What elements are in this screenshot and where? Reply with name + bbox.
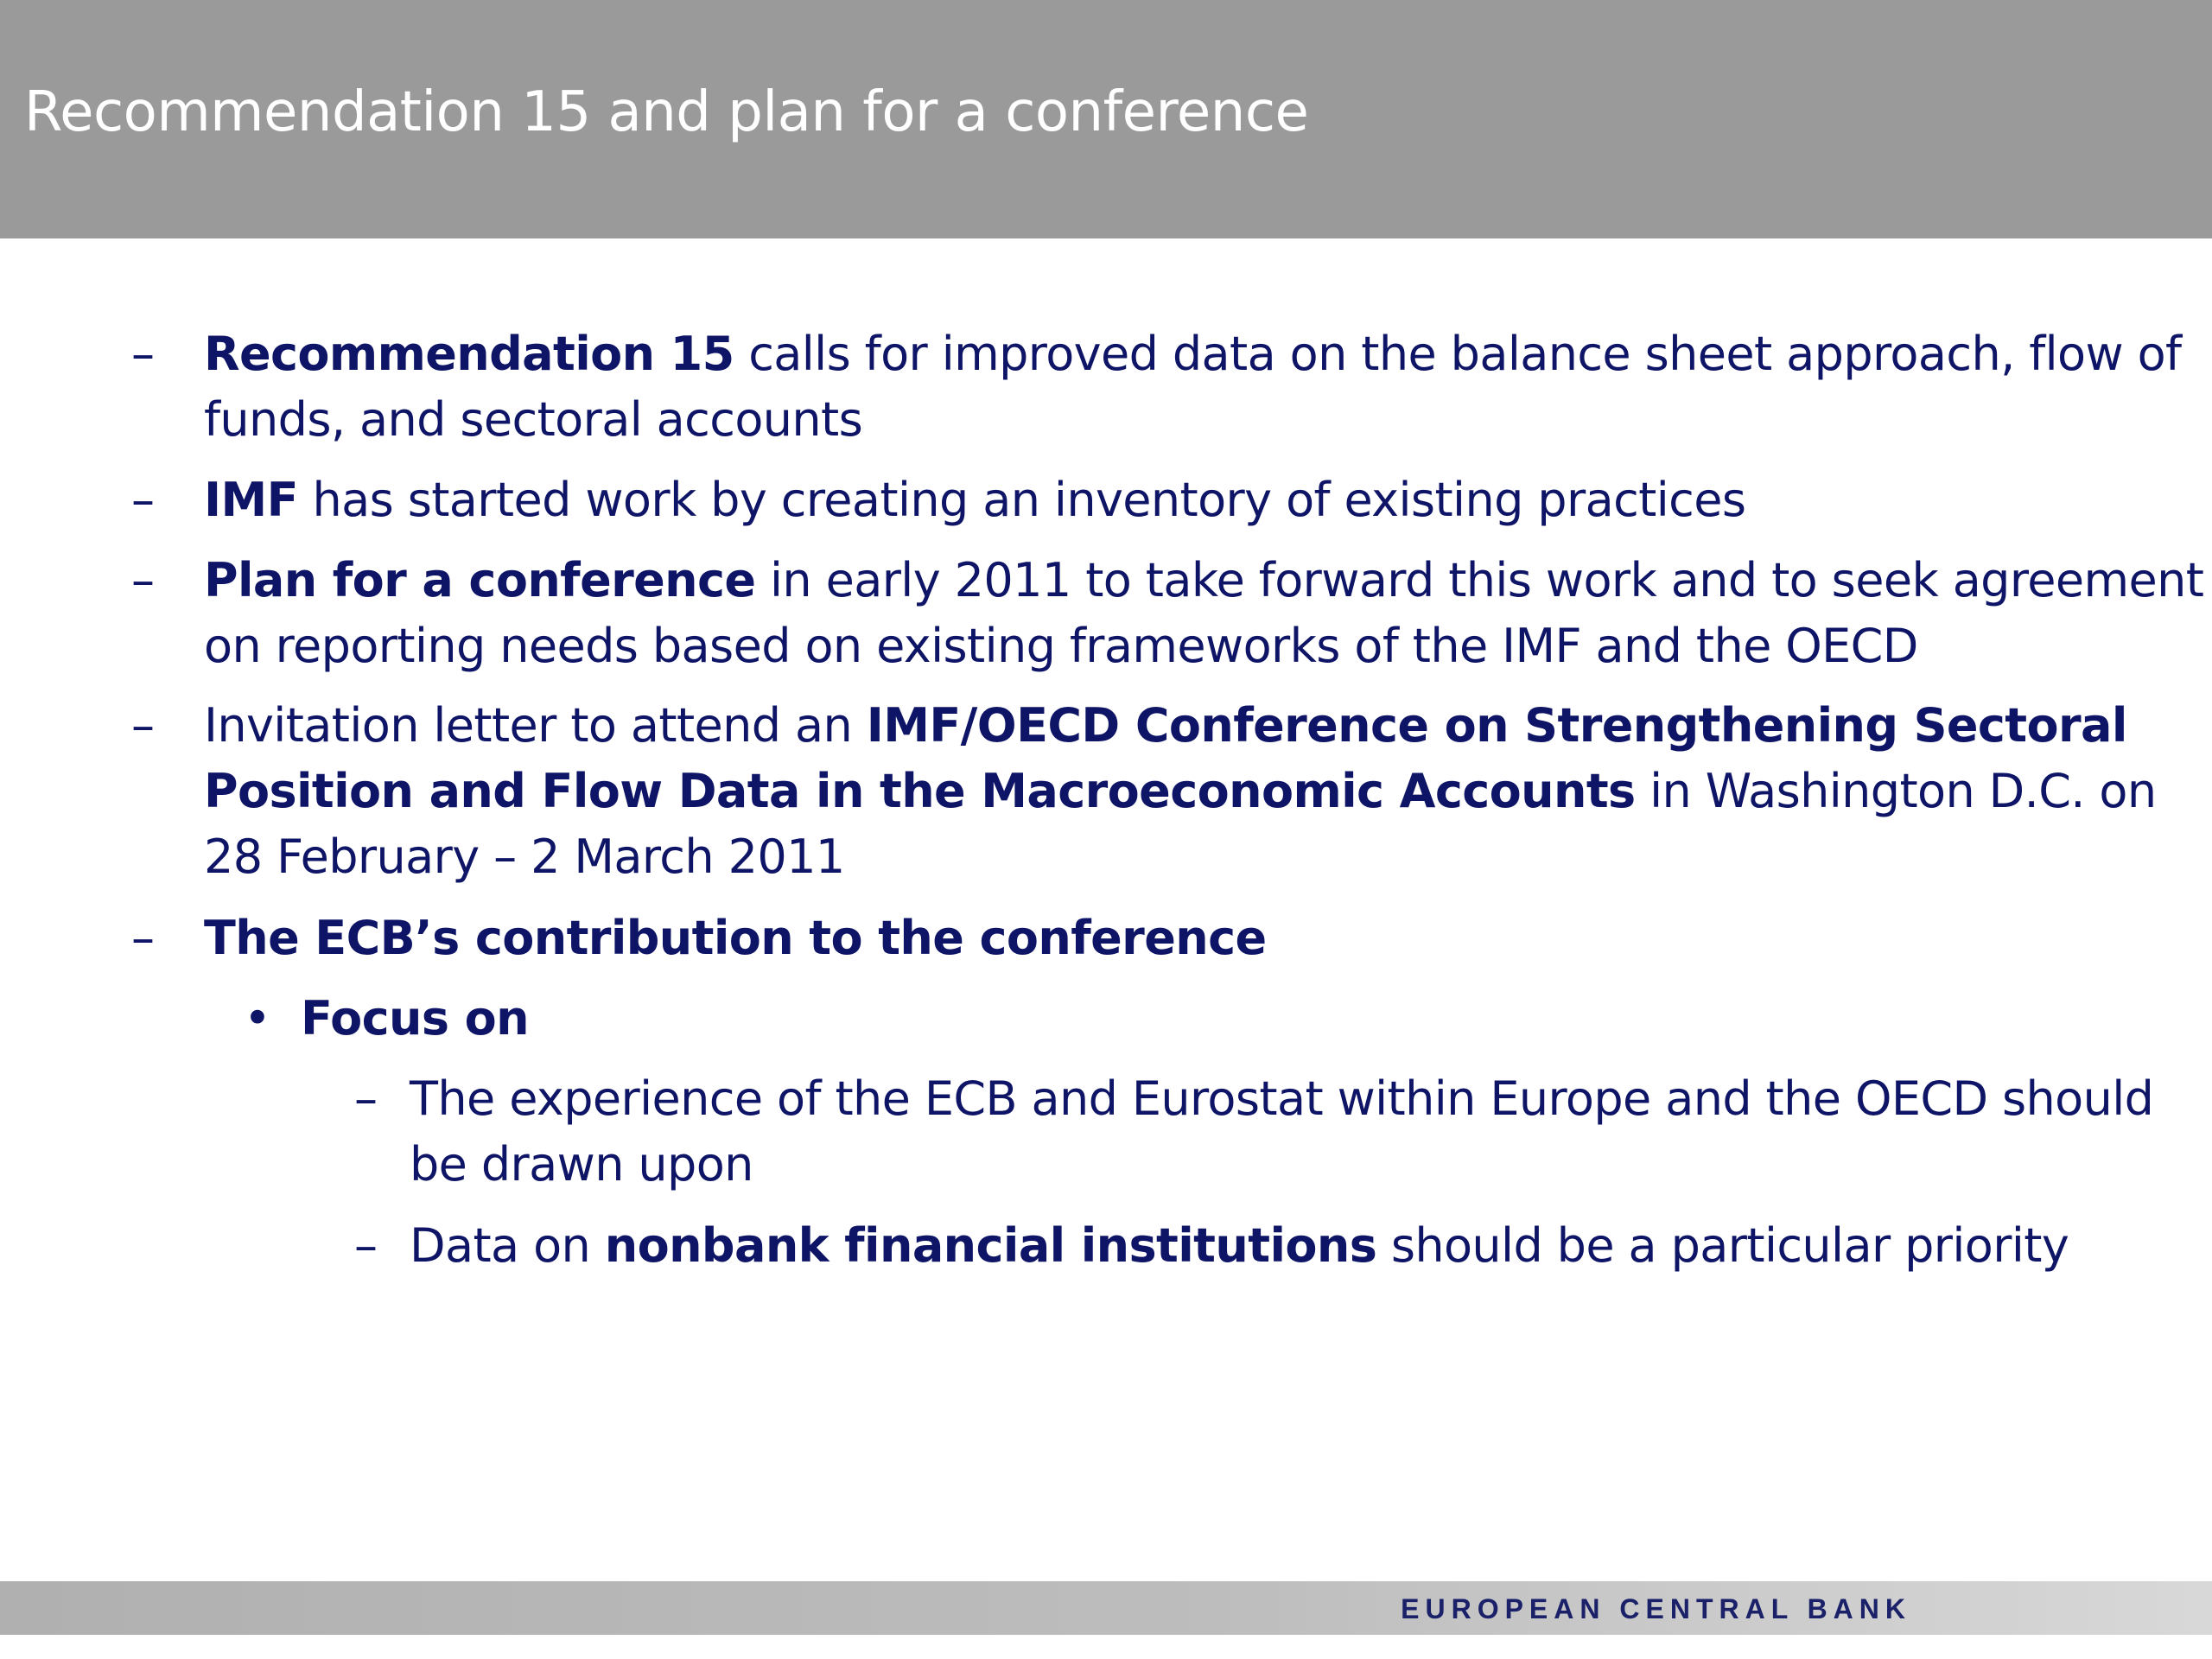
emphasis-text: Position and Flow Data in the Macroeconomic Accounts — [204, 764, 1636, 818]
emphasis-text: nonbank financial institutions — [604, 1218, 1377, 1273]
dash-marker: – — [131, 473, 155, 527]
list-item-line: on reporting needs based on existing frameworks of the IMF and the OECD — [204, 619, 1918, 673]
emphasis-text: Plan for a conference — [204, 553, 756, 607]
body-text: in early 2011 to take forward this work and to seek agreement — [755, 553, 2204, 607]
list-item-line — [204, 693, 2127, 759]
list-item-line — [204, 467, 1745, 533]
dash-marker: – — [131, 698, 155, 753]
body-text: Invitation letter to attend an — [204, 698, 867, 753]
slide-title: Recommendation 15 and plan for a conference — [24, 80, 1309, 144]
sub-sub-list-item-line — [410, 1213, 2069, 1279]
list-item-line — [204, 759, 2157, 824]
emphasis-text: Focus on — [301, 991, 529, 1046]
sub-list-item-line — [301, 986, 529, 1052]
emphasis-text: The ECB’s contribution to the conference — [204, 911, 1267, 965]
bullet-marker: • — [244, 991, 271, 1046]
list-item-line — [204, 548, 2203, 613]
body-text: Data on — [410, 1218, 605, 1273]
dash-marker: – — [354, 1071, 378, 1126]
list-item-line: 28 February – 2 March 2011 — [204, 830, 845, 884]
dash-marker: – — [131, 553, 155, 607]
sub-sub-list-item-line: be drawn upon — [410, 1137, 753, 1192]
emphasis-text: Recommendation 15 — [204, 327, 734, 381]
footer-logo-text: EUROPEAN CENTRAL BANK — [1401, 1593, 1911, 1624]
list-item-line: funds, and sectoral accounts — [204, 392, 863, 447]
body-text: has started work by creating an inventory of existing practices — [297, 473, 1746, 527]
body-text: in Washington D.C. on — [1635, 764, 2157, 818]
list-item-line — [204, 321, 2181, 387]
list-item-line — [204, 906, 1267, 971]
sub-sub-list-item-line: The experience of the ECB and Eurostat within Europe and the OECD should — [410, 1071, 2154, 1126]
emphasis-text: IMF — [204, 473, 298, 527]
dash-marker: – — [131, 327, 155, 381]
dash-marker: – — [131, 911, 155, 965]
emphasis-text: IMF/OECD Conference on Strengthening Sectoral — [866, 698, 2127, 753]
body-text: should be a particular priority — [1376, 1218, 2069, 1273]
body-text: calls for improved data on the balance sheet approach, flow of — [734, 327, 2182, 381]
dash-marker: – — [354, 1218, 378, 1273]
